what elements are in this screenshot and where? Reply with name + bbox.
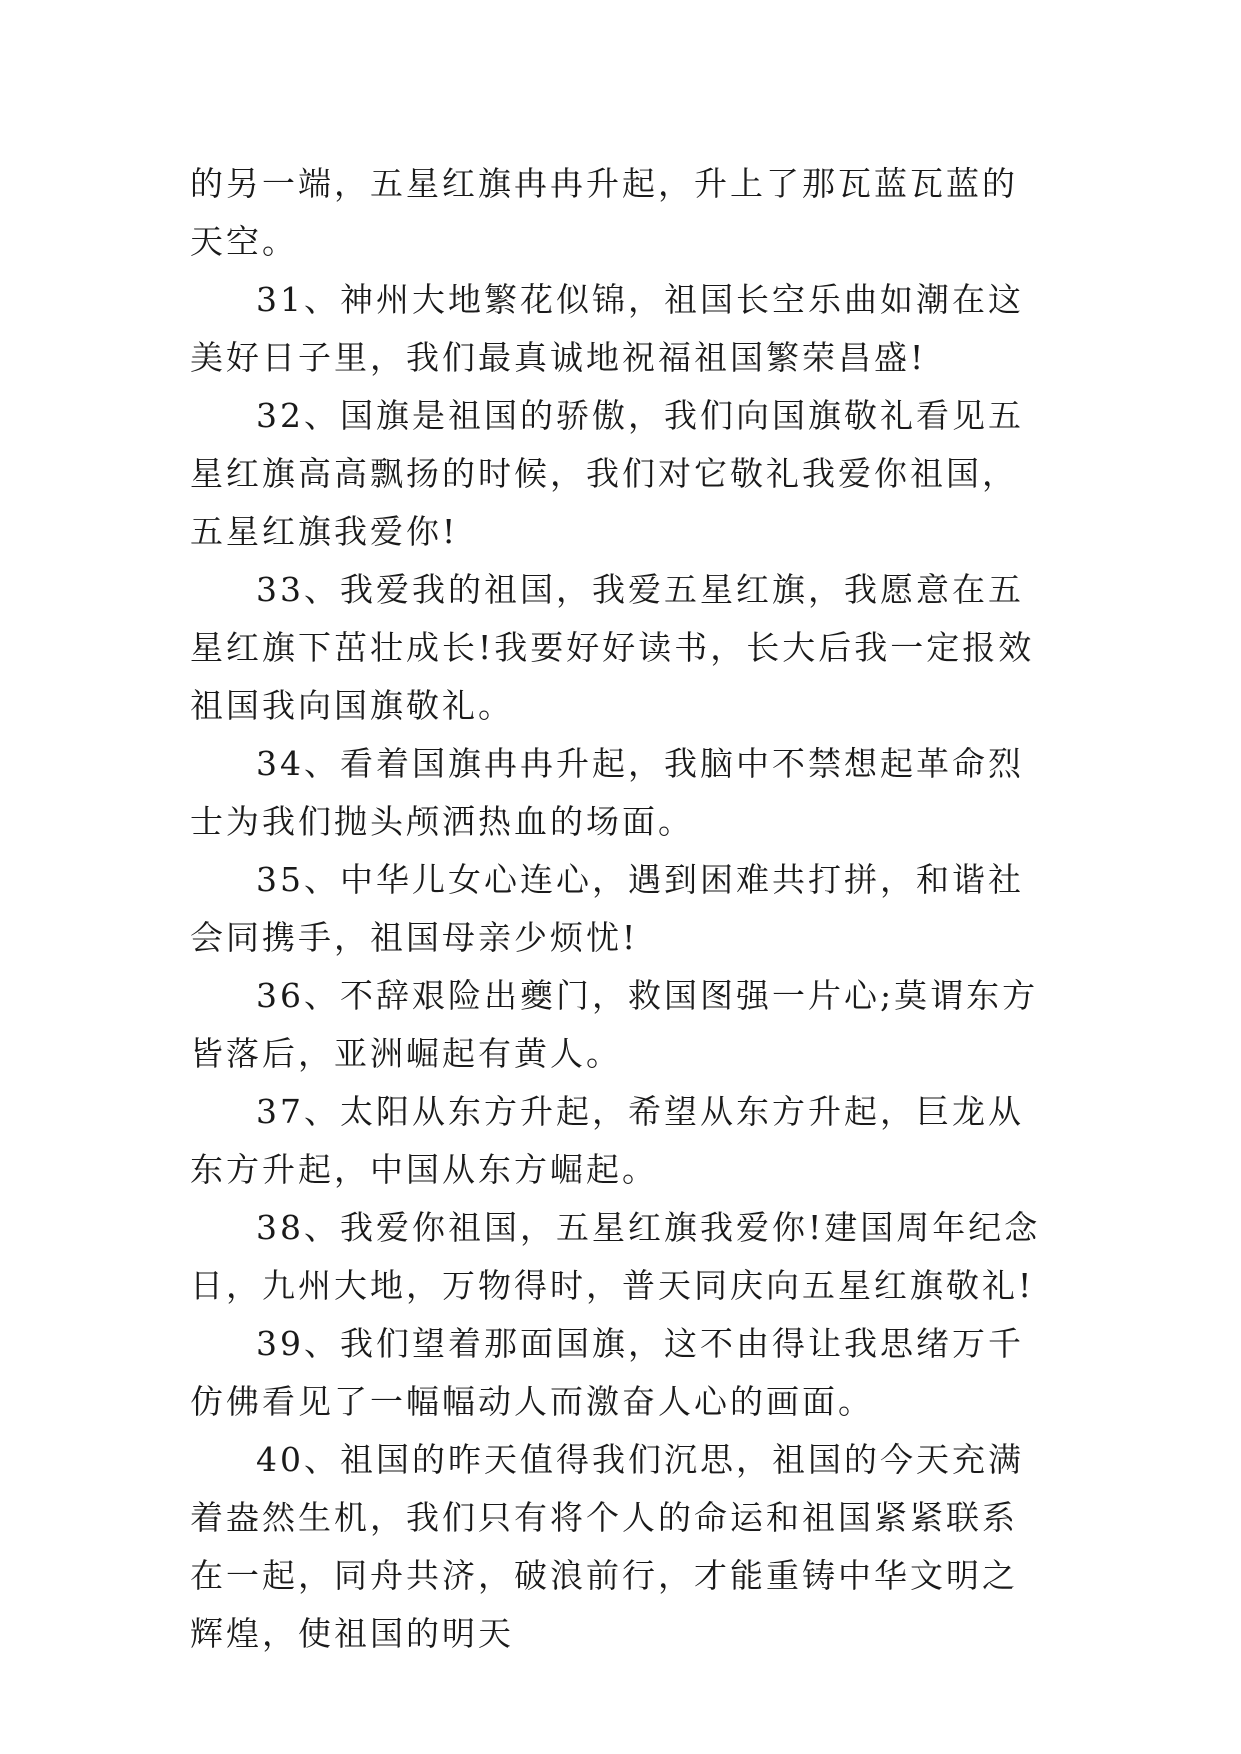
- paragraph-40: 40、祖国的昨天值得我们沉思，祖国的今天充满着盎然生机，我们只有将个人的命运和祖国紧紧联系在一起，同舟共济，破浪前行，才能重铸中华文明之辉煌，使祖国的明天: [190, 1440, 1024, 1653]
- paragraph-33: 33、我爱我的祖国，我爱五星红旗，我愿意在五星红旗下茁壮成长!我要好好读书，长大后我一定报效祖国我向国旗敬礼。: [190, 570, 1035, 725]
- paragraph-35: 35、中华儿女心连心，遇到困难共打拼，和谐社会同携手，祖国母亲少烦忧!: [190, 860, 1024, 957]
- paragraph-37: 37、太阳从东方升起，希望从东方升起，巨龙从东方升起，中国从东方崛起。: [190, 1092, 1024, 1189]
- paragraph-34: 34、看着国旗冉冉升起，我脑中不禁想起革命烈士为我们抛头颅洒热血的场面。: [190, 744, 1024, 841]
- paragraph-continuation: 的另一端，五星红旗冉冉升起，升上了那瓦蓝瓦蓝的天空。: [190, 164, 1018, 261]
- paragraph-38: 38、我爱你祖国，五星红旗我爱你!建国周年纪念日，九州大地，万物得时，普天同庆向五星红旗敬礼!: [190, 1208, 1041, 1305]
- paragraph-36: 36、不辞艰险出夔门，救国图强一片心;莫谓东方皆落后，亚洲崛起有黄人。: [190, 976, 1039, 1073]
- paragraph-39: 39、我们望着那面国旗，这不由得让我思绪万千仿佛看见了一幅幅动人而激奋人心的画面。: [190, 1324, 1024, 1421]
- paragraph-31: 31、神州大地繁花似锦，祖国长空乐曲如潮在这美好日子里，我们最真诚地祝福祖国繁荣昌盛!: [190, 280, 1024, 377]
- paragraph-32: 32、国旗是祖国的骄傲，我们向国旗敬礼看见五星红旗高高飘扬的时候，我们对它敬礼我爱你祖国，五星红旗我爱你!: [190, 396, 1024, 551]
- body-text: [190, 155, 1050, 1663]
